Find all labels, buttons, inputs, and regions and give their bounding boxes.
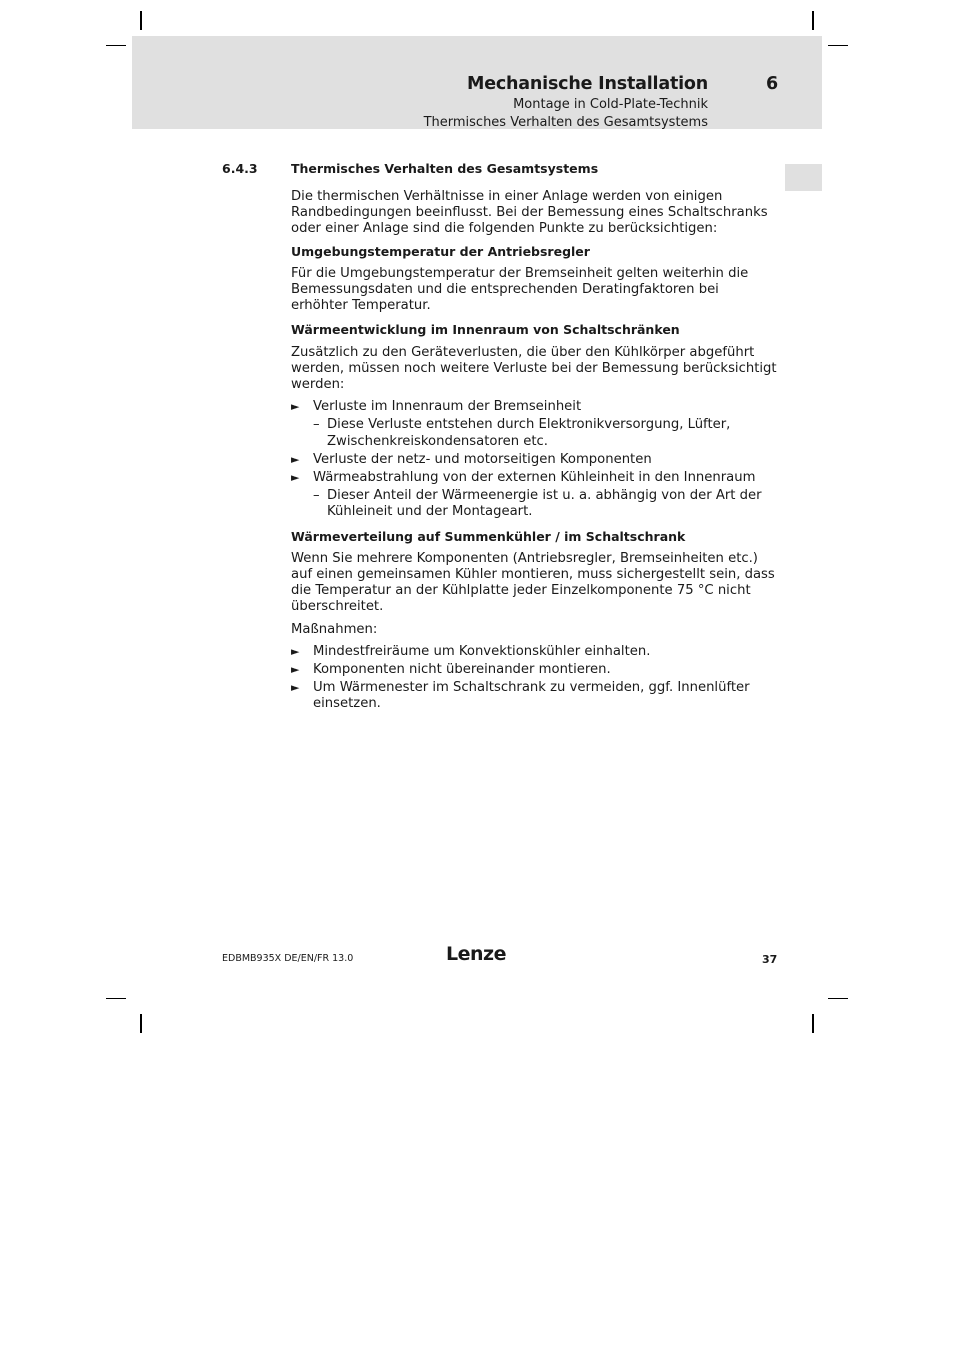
crop-mark-bottom-right-horizontal <box>828 998 848 999</box>
heat-generation-paragraph: Zusätzlich zu den Geräteverlusten, die über den Kühlkörper abgeführt werden, müssen noch weitere Verluste bei der Bemessung berücksichtigt werden: <box>291 344 777 393</box>
sub-list <box>313 417 777 449</box>
header-subtitle-2: Thermisches Verhalten des Gesamtsystems <box>423 115 708 130</box>
page-number: 37 <box>762 953 778 966</box>
section-body <box>291 189 777 715</box>
list-item <box>291 644 777 660</box>
crop-mark-top-right-horizontal <box>828 45 848 46</box>
dash-bullet-icon: – <box>313 488 320 504</box>
triangle-bullet-icon: ► <box>291 681 300 695</box>
sub-list-item-text: Dieser Anteil der Wärmeenergie ist u. a. abhängig von der Art der Kühleineit und der Montageart. <box>327 488 762 520</box>
heat-distribution-paragraph: Wenn Sie mehrere Komponenten (Antriebsregler, Bremseinheiten etc.) auf einen gemeinsamen Kühler montieren, muss sichergestellt sein, dass die Temperatur an der Kühlplatte jeder Einzelkomponente 75 °C nicht überschreitet. <box>291 550 775 615</box>
triangle-bullet-icon: ► <box>291 644 300 658</box>
lenze-logo: Lenze <box>446 943 506 965</box>
crop-mark-bottom-right-vertical <box>812 1014 814 1033</box>
sub-list-item <box>313 417 777 449</box>
crop-mark-top-right-vertical <box>812 11 814 30</box>
list-item-text: Verluste im Innenraum der Bremseinheit <box>313 399 582 415</box>
section-title: Thermisches Verhalten des Gesamtsystems <box>291 161 599 176</box>
list-item <box>291 470 777 521</box>
triangle-bullet-icon: ► <box>291 400 300 414</box>
heat-loss-list <box>291 399 777 520</box>
crop-mark-bottom-left-horizontal <box>106 998 126 999</box>
list-item <box>291 680 777 712</box>
subheading-ambient-temperature: Umgebungstemperatur der Antriebsregler <box>291 243 590 259</box>
header-subtitle-1: Montage in Cold-Plate-Technik <box>513 97 708 112</box>
measures-label: Maßnahmen: <box>291 621 378 637</box>
sub-list-item-text: Diese Verluste entstehen durch Elektronikversorgung, Lüfter, Zwischenkreiskondensatoren etc. <box>327 417 731 449</box>
dash-bullet-icon: – <box>313 417 320 433</box>
list-item <box>291 662 777 678</box>
intro-paragraph: Die thermischen Verhältnisse in einer Anlage werden von einigen Randbedingungen beeinflusst. Bei der Bemessung eines Schaltschranks oder einer Anlage sind die folgenden Punkte zu berücksichtigen: <box>291 189 768 237</box>
list-item-text: Wärmeabstrahlung von der externen Kühleinheit in den Innenraum <box>313 470 756 486</box>
list-item <box>291 399 777 450</box>
chapter-title: Mechanische Installation <box>466 74 708 94</box>
chapter-number: 6 <box>766 74 779 94</box>
measures-list <box>291 644 777 713</box>
subheading-heat-generation: Wärmeentwicklung im Innenraum von Schaltschränken <box>291 322 680 338</box>
chapter-side-tab <box>785 164 822 191</box>
ambient-temperature-paragraph: Für die Umgebungstemperatur der Bremseinheit gelten weiterhin die Bemessungsdaten und die entsprechenden Deratingfaktoren bei erhöhter Temperatur. <box>291 265 749 314</box>
crop-mark-top-left-horizontal <box>106 45 126 46</box>
section-number: 6.4.3 <box>222 161 258 176</box>
list-item <box>291 452 777 468</box>
triangle-bullet-icon: ► <box>291 452 300 466</box>
sub-list-item <box>313 488 777 520</box>
footer-document-id: EDBMB935X DE/EN/FR 13.0 <box>222 953 354 964</box>
subheading-heat-distribution: Wärmeverteilung auf Summenkühler / im Schaltschrank <box>291 528 686 544</box>
triangle-bullet-icon: ► <box>291 663 300 677</box>
crop-mark-bottom-left-vertical <box>140 1014 142 1033</box>
sub-list <box>313 488 777 520</box>
triangle-bullet-icon: ► <box>291 471 300 485</box>
list-item-text: Mindestfreiräume um Konvektionskühler einhalten. <box>313 643 651 659</box>
list-item-text: Komponenten nicht übereinander montieren. <box>313 662 611 678</box>
crop-mark-top-left-vertical <box>140 11 142 30</box>
list-item-text: Um Wärmenester im Schaltschrank zu vermeiden, ggf. Innenlüfter einsetzen. <box>313 680 750 712</box>
list-item-text: Verluste der netz- und motorseitigen Komponenten <box>313 451 652 467</box>
